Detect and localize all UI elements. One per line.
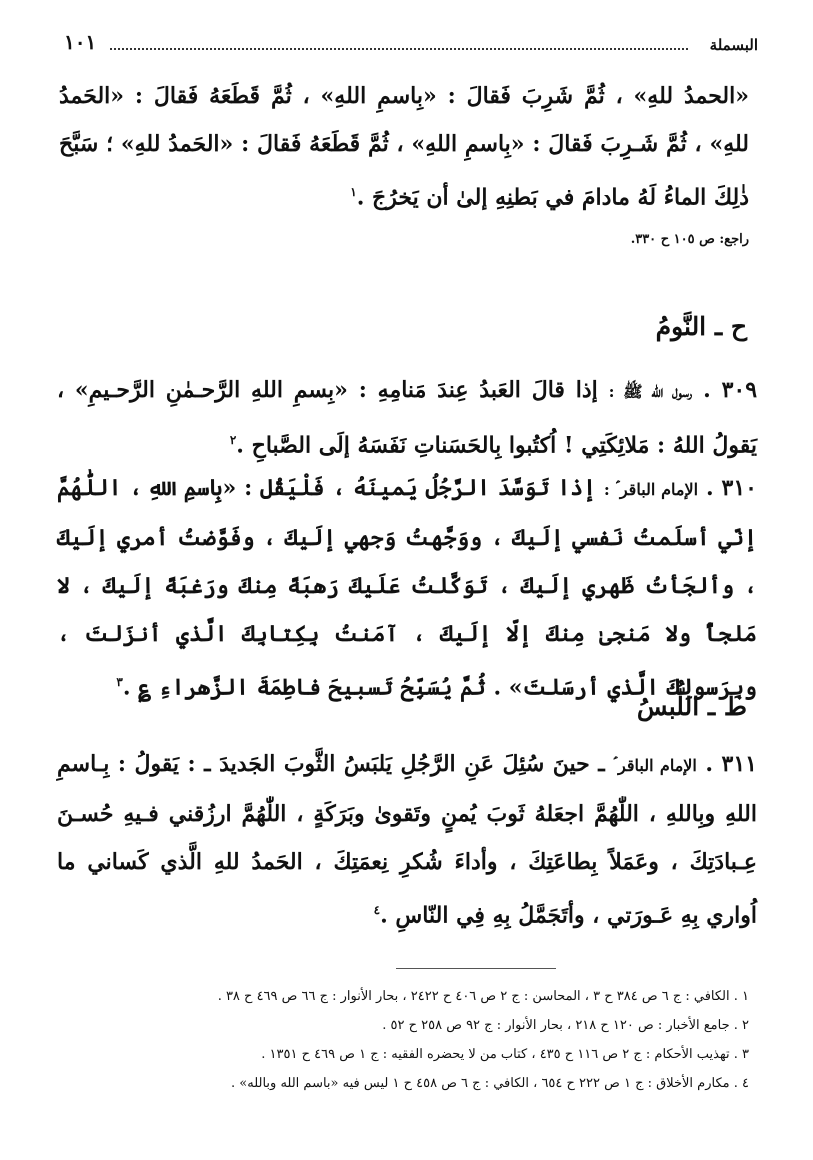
hadith-speaker: الإمام الباقر ؑ <box>613 756 697 775</box>
reference-note: راجع: ص ١٠٥ ح ٣٣٠. <box>630 232 749 247</box>
running-header <box>64 30 758 60</box>
hadith-speaker: رسول الله ﷺ : <box>608 382 693 401</box>
hadith-number: ٣٠٩ . <box>703 377 758 403</box>
hadith-309 <box>57 366 757 469</box>
footnotes <box>59 982 749 1098</box>
footnote-1: ١ . الكافي : ج ٦ ص ٣٨٤ ح ٣ ، المحاسن : ج ٢ ص ٤٠٦ ح ٢٤٢٢ ، بحار الأنوار : ج ٦٦ ص ٤٦٩ ح ٣٨ . <box>217 989 749 1004</box>
hadith-number: ٣١٠ . <box>705 475 757 501</box>
footnote-2: ٢ . جامع الأخبار : ص ١٢٠ ح ٢١٨ ، بحار الأنوار : ج ٩٢ ص ٢٥٨ ح ٥٢ . <box>382 1018 749 1033</box>
hadith-speaker: الإمام الباقر ؑ : <box>603 480 699 499</box>
hadith-310 <box>57 464 757 711</box>
hadith-text: إذا قالَ العَبدُ عِندَ مَنامِهِ : «بِسمِ اللهِ الرَّحـمٰنِ الرَّحـيمِ» ، يَقولُ اللهُ : مَلائِكَتِي ! اُكتُبوا بِالحَسَناتِ نَفَسَهُ إلَى الصَّباحِ . <box>57 377 757 459</box>
hadith-text: ـ حينَ سُئِلَ عَنِ الرَّجُلِ يَلبَسُ الثَّوبَ الجَديدَ ـ : يَقولُ : بِـاسمِ اللهِ وبِاللهِ ، اللّٰهُمَّ اجعَلهُ ثَوبَ يُمنٍ وتَقوىٰ وبَرَكَةٍ ، اللّٰهُمَّ ارزُقني فـيهِ حُسـنَ عِـبادَتِكَ ، وعَمَلاً بِطاعَتِكَ ، وأداءَ شُكرِ نِعمَتِكَ ، الحَمدُ للهِ الَّذي كَساني ما اُواري بِهِ عَـورَتي ، وأتَجَمَّلُ بِهِ فِي النّاسِ . <box>57 751 757 929</box>
hadith-311 <box>57 740 757 939</box>
footnote-mark-4: ٤ <box>373 903 381 917</box>
section-title-clothing: ط ـ اللُّبسُ <box>636 692 747 721</box>
footnote-mark-1: ١ <box>350 185 357 199</box>
page-number: ١٠١ <box>64 30 97 54</box>
footnote-mark-3: ٣ <box>116 675 123 689</box>
intro-paragraph <box>59 72 749 221</box>
hadith-number: ٣١١ . <box>705 751 757 777</box>
footnote-4: ٤ . مكارم الأخلاق : ج ١ ص ٢٢٢ ح ٦٥٤ ، الكافي : ج ٦ ص ٤٥٨ ح ١ ليس فيه «باسم الله وبالله» . <box>231 1076 749 1091</box>
header-dot-leader <box>110 48 688 50</box>
footnote-separator <box>396 968 556 969</box>
footnote-3: ٣ . تهذيب الأحكام : ج ٢ ص ١١٦ ح ٤٣٥ ، كتاب من لا يحضره الفقيه : ج ١ ص ٤٦٩ ح ١٣٥١ . <box>261 1047 749 1062</box>
hadith-text: إذا تَوَسَّدَ الرَّجُلُ يَمينَهُ ، فَلْيَقُل : «بِاسمِ اللهِ ، اللّٰهُمَّ إنّي أسلَمتُ نَفسي إلَيكَ ، ووَجَّهتُ وَجهي إلَيكَ ، وفَوَّضتُ أمري إلَيكَ ، وألجَأتُ ظَهري إلَيكَ ، تَوَكَّلتُ عَلَيكَ رَهبَةً مِنكَ ورَغبَةً إلَيكَ ، لا مَلجأً ولا مَنجىٰ مِنكَ إلّا إلَيكَ ، آمَنتُ بِكِتابِكَ الَّذي أنزَلتَ ، وبِرَسولِكَ الَّذي أرسَلتَ» . ثُمَّ يُسَبِّحُ تَسبيحَ فاطِمَةَ الزَّهراءِ ؏ . <box>57 475 757 701</box>
section-title-sleep: ح ـ النَّومُ <box>655 312 747 341</box>
intro-text: «الحمدُ للهِ» ، ثُمَّ شَرِبَ فَقالَ : «بِاسمِ اللهِ» ، ثُمَّ قَطَعَهُ فَقالَ : «الحَمدُ للهِ» ، ثُمَّ شَـرِبَ فَقالَ : «بِاسمِ اللهِ» ، ثُمَّ قَطَعَهُ فَقالَ : «الحَمدُ للهِ» ؛ سَبَّحَ ذٰلِكَ الماءُ لَهُ مادامَ في بَطنِهِ إلىٰ أن يَخرُجَ . <box>59 83 749 211</box>
footnote-mark-2: ٢ <box>229 433 237 447</box>
header-title: البسملة <box>709 36 758 54</box>
